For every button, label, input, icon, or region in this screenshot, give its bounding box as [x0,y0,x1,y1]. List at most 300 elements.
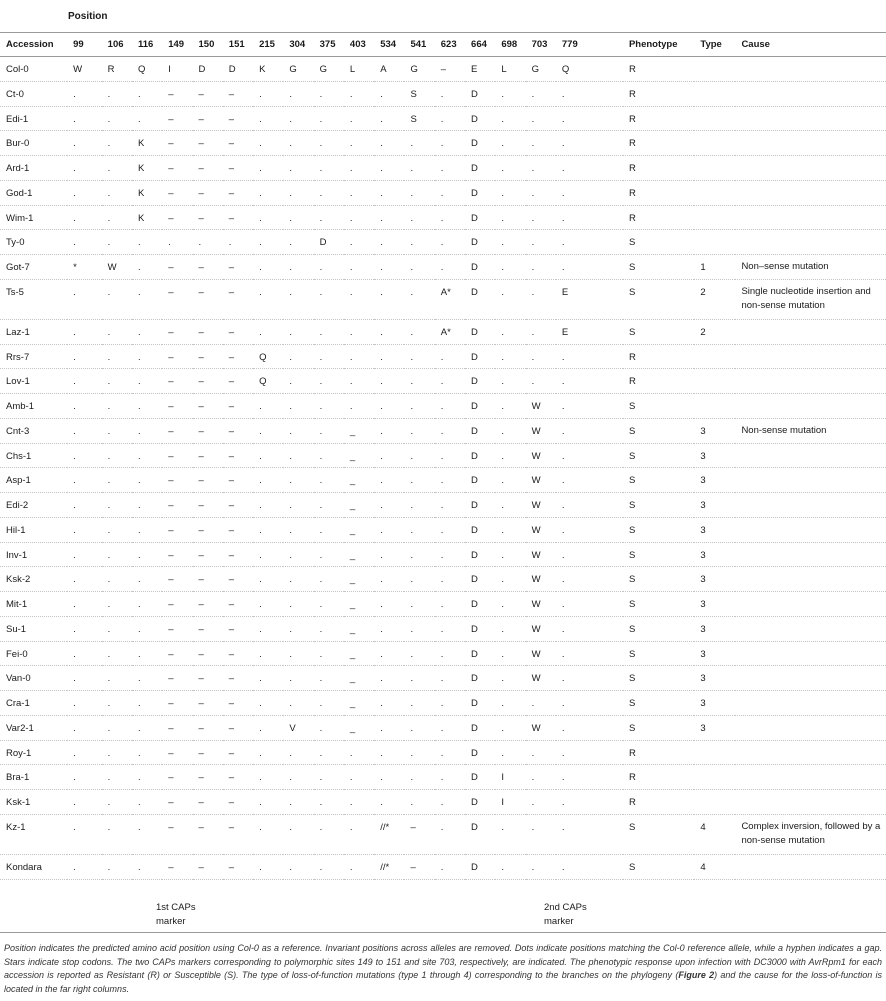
table-cell: D [465,468,495,493]
table-cell: D [465,344,495,369]
table-cell: . [67,814,102,854]
table-cell: K [132,156,162,181]
table-cell: . [374,542,404,567]
table-cell: – [162,81,192,106]
table-cell: R [623,180,694,205]
table-cell: . [344,319,374,344]
table-cell: R [623,344,694,369]
table-cell: K [132,131,162,156]
table-cell: R [623,790,694,815]
table-cell: . [314,81,344,106]
accession-cell: Kondara [0,854,67,879]
cause-cell [735,180,886,205]
table-cell: . [132,740,162,765]
table-cell: S [623,616,694,641]
table-cell: . [526,279,556,319]
table-cell: – [223,715,253,740]
table-cell: . [253,616,283,641]
table-cell: . [374,666,404,691]
table-cell: – [223,740,253,765]
table-cell: . [556,592,623,617]
table-cell: . [132,567,162,592]
table-row [0,443,886,468]
table-cell: . [344,131,374,156]
table-cell: – [193,156,223,181]
table-cell: . [526,156,556,181]
table-cell: . [495,814,525,854]
table-cell: . [283,81,313,106]
table-cell: . [435,592,465,617]
table-cell: . [344,156,374,181]
table-cell: . [495,156,525,181]
column-header: 698 [495,33,525,57]
table-cell: – [193,369,223,394]
table-cell: . [526,369,556,394]
cause-cell [735,344,886,369]
table-row [0,641,886,666]
table-cell: . [495,592,525,617]
table-cell [694,205,735,230]
table-cell: G [404,57,434,82]
table-cell: . [314,443,344,468]
table-cell: S [623,443,694,468]
table-cell: . [283,740,313,765]
table-cell: . [495,567,525,592]
table-cell: – [162,592,192,617]
cause-cell [735,854,886,879]
table-cell: . [102,369,132,394]
table-cell: D [465,542,495,567]
table-cell: . [314,418,344,443]
column-header: 703 [526,33,556,57]
table-cell: – [193,814,223,854]
table-cell: – [162,790,192,815]
table-cell: . [132,814,162,854]
table-cell: . [132,493,162,518]
cause-cell [735,131,886,156]
table-cell: . [435,255,465,280]
table-cell: . [314,814,344,854]
table-cell: . [283,493,313,518]
table-cell: . [374,106,404,131]
column-header: 99 [67,33,102,57]
table-cell: . [253,230,283,255]
table-cell: . [404,493,434,518]
table-cell: R [623,131,694,156]
table-cell: . [102,814,132,854]
cause-cell [735,666,886,691]
table-cell: R [102,57,132,82]
table-cell: . [404,131,434,156]
table-cell: . [283,344,313,369]
table-cell: – [193,641,223,666]
table-row [0,592,886,617]
accession-cell: Ts-5 [0,279,67,319]
table-cell: Q [132,57,162,82]
table-cell: – [193,106,223,131]
table-cell: . [404,205,434,230]
table-cell: . [374,567,404,592]
table-cell: D [465,180,495,205]
table-cell: – [162,715,192,740]
table-cell [694,394,735,419]
table-cell: . [344,279,374,319]
table-cell: . [314,369,344,394]
table-cell: 3 [694,666,735,691]
table-cell: . [526,230,556,255]
table-cell: . [374,517,404,542]
table-row [0,180,886,205]
cause-cell [735,542,886,567]
table-cell: . [283,592,313,617]
table-cell: D [314,230,344,255]
column-header: 106 [102,33,132,57]
table-cell: . [435,517,465,542]
table-cell: S [404,106,434,131]
accession-cell: Asp-1 [0,468,67,493]
table-cell: . [283,854,313,879]
column-header: Phenotype [623,33,694,57]
table-cell: . [132,279,162,319]
caption-text-2: ) and the cause for the loss-of-function is located in the far right columns. [4,970,883,994]
table-cell: 1 [694,255,735,280]
table-cell: – [162,740,192,765]
table-cell: W [526,493,556,518]
table-cell: – [193,279,223,319]
table-cell: . [102,592,132,617]
table-cell: . [314,616,344,641]
table-cell: – [193,517,223,542]
table-cell: . [374,369,404,394]
cause-cell [735,592,886,617]
table-cell: – [193,344,223,369]
table-cell: . [526,319,556,344]
table-cell: A* [435,319,465,344]
table-row [0,81,886,106]
table-cell: – [223,205,253,230]
table-cell: – [223,493,253,518]
table-cell: _ [344,641,374,666]
table-cell: – [193,81,223,106]
table-cell: . [374,616,404,641]
table-cell: . [374,418,404,443]
table-row [0,542,886,567]
table-cell: R [623,740,694,765]
table-cell: . [283,230,313,255]
column-header: 403 [344,33,374,57]
column-header: 541 [404,33,434,57]
table-cell: . [344,854,374,879]
table-cell: . [253,715,283,740]
table-cell: . [67,542,102,567]
table-cell: . [526,691,556,716]
table-cell: S [623,517,694,542]
table-cell: D [465,790,495,815]
table-cell: . [162,230,192,255]
table-cell: D [465,443,495,468]
table-cell: _ [344,468,374,493]
table-cell: – [193,205,223,230]
table-cell: . [132,81,162,106]
table-cell: – [193,319,223,344]
table-cell: . [526,740,556,765]
table-cell: . [526,106,556,131]
table-cell: R [623,106,694,131]
table-cell: – [162,369,192,394]
table-cell: . [283,517,313,542]
table-cell: . [283,394,313,419]
table-cell: . [435,205,465,230]
table-cell: . [253,740,283,765]
table-cell: . [556,493,623,518]
table-cell: . [344,81,374,106]
table-cell: . [526,814,556,854]
table-cell: . [404,180,434,205]
table-cell: . [495,180,525,205]
accession-cell: Cra-1 [0,691,67,716]
table-cell: . [314,205,344,230]
table-cell: . [374,205,404,230]
table-cell: – [223,468,253,493]
cause-cell [735,641,886,666]
table-cell: . [495,369,525,394]
table-cell: – [193,666,223,691]
table-cell: . [67,592,102,617]
column-header: Type [694,33,735,57]
table-cell: . [132,394,162,419]
table-cell: – [193,790,223,815]
table-cell [694,106,735,131]
table-cell: S [404,81,434,106]
table-cell: S [623,468,694,493]
table-cell: . [314,468,344,493]
table-cell: – [223,180,253,205]
accession-cell: Ard-1 [0,156,67,181]
table-cell: . [404,790,434,815]
table-cell: . [314,493,344,518]
table-cell: W [526,666,556,691]
table-row [0,493,886,518]
table-cell: . [344,814,374,854]
table-cell: . [132,616,162,641]
table-cell: . [404,156,434,181]
table-cell: 3 [694,567,735,592]
column-header: 779 [556,33,623,57]
accession-cell: Ksk-2 [0,567,67,592]
table-cell: S [623,279,694,319]
table-cell: . [495,131,525,156]
table-cell: . [102,156,132,181]
table-cell: . [556,542,623,567]
table-cell: E [556,319,623,344]
table-cell: . [556,106,623,131]
accession-cell: Fei-0 [0,641,67,666]
cause-cell [735,205,886,230]
table-cell: . [435,715,465,740]
table-cell: . [404,715,434,740]
table-cell: – [162,418,192,443]
table-cell: D [465,765,495,790]
table-cell: . [314,255,344,280]
table-cell: – [223,592,253,617]
table-cell: – [162,814,192,854]
table-cell: . [526,131,556,156]
table-cell: 3 [694,691,735,716]
table-cell: W [102,255,132,280]
accession-cell: Got-7 [0,255,67,280]
table-row [0,691,886,716]
table-cell [694,180,735,205]
table-cell: . [253,517,283,542]
table-cell: . [344,790,374,815]
table-cell: . [67,854,102,879]
table-row [0,279,886,319]
table-cell: Q [253,344,283,369]
table-cell: – [223,319,253,344]
table-cell: . [435,394,465,419]
table-cell: – [223,255,253,280]
table-row [0,740,886,765]
table-cell: . [435,369,465,394]
table-cell: . [283,180,313,205]
cause-cell [735,319,886,344]
table-cell: – [223,641,253,666]
table-cell: . [314,542,344,567]
table-cell: . [374,81,404,106]
table-cell: . [132,369,162,394]
table-cell: . [556,81,623,106]
table-cell [694,369,735,394]
table-cell: – [223,666,253,691]
table-cell: . [556,468,623,493]
accession-cell: Amb-1 [0,394,67,419]
table-cell: – [162,468,192,493]
table-cell: W [526,641,556,666]
table-row [0,319,886,344]
table-cell: . [253,691,283,716]
table-cell: . [253,156,283,181]
footer-rule [0,932,886,933]
table-cell: . [283,418,313,443]
table-cell: – [162,344,192,369]
table-cell: – [193,418,223,443]
accession-cell: Kz-1 [0,814,67,854]
table-cell: * [67,255,102,280]
table-cell: – [404,854,434,879]
cause-cell [735,493,886,518]
table-cell: . [102,517,132,542]
table-cell: . [102,319,132,344]
cause-cell [735,765,886,790]
table-cell: I [162,57,192,82]
table-cell: S [623,567,694,592]
table-cell: . [283,567,313,592]
caption-text-1: Position indicates the predicted amino acid position using Col-0 as a reference. Invariant positions across alleles are removed. Dots indicate positions matching the Col-0 reference allele, while a hyphen indicates a gap. Stars indicate stop codons. The two CAPs markers corresponding to polymorphic sites 149 to 151 and site 703, respectively, are indicated. The phenotypic response upon infection with DC3000 with AvrRpm1 for each accession is reported as Resistant (R) or Susceptible (S). The type of loss-of-function mutations (type 1 through 4) corresponding to the branches on the phylogeny ( [4,943,882,980]
table-cell: . [526,180,556,205]
table-cell: E [465,57,495,82]
table-cell: W [526,394,556,419]
table-cell: . [404,542,434,567]
table-cell [694,131,735,156]
table-cell: . [556,691,623,716]
table-cell: – [223,131,253,156]
table-cell: . [314,517,344,542]
table-cell: . [556,715,623,740]
position-header: Position [68,11,108,22]
cause-cell: Non-sense mutation [735,418,886,443]
accession-cell: Roy-1 [0,740,67,765]
table-cell: R [623,205,694,230]
table-cell: . [132,666,162,691]
table-row [0,394,886,419]
first-caps-marker: 1st CAPs marker [156,902,196,927]
figure-reference: Figure 2 [678,970,715,980]
table-cell: D [465,369,495,394]
table-cell: . [67,156,102,181]
table-cell: – [162,106,192,131]
table-cell: – [162,131,192,156]
cause-cell [735,740,886,765]
table-cell: . [495,691,525,716]
table-cell: //* [374,854,404,879]
table-cell: . [253,790,283,815]
table-cell: . [435,230,465,255]
table-cell: D [465,230,495,255]
table-cell: . [556,230,623,255]
table-cell: D [465,691,495,716]
cause-cell: Complex inversion, followed by a non-sense mutation [735,814,886,854]
table-cell: – [193,616,223,641]
column-header: 215 [253,33,283,57]
table-cell: . [556,180,623,205]
table-cell: – [193,180,223,205]
table-body [0,57,886,880]
accession-cell: Edi-1 [0,106,67,131]
table-cell: . [556,255,623,280]
table-cell: . [344,740,374,765]
accession-cell: Col-0 [0,57,67,82]
table-cell: . [435,443,465,468]
cause-cell [735,616,886,641]
column-header: 664 [465,33,495,57]
table-cell: G [314,57,344,82]
table-cell: – [223,542,253,567]
table-cell: 3 [694,542,735,567]
table-cell: – [223,369,253,394]
table-cell: 3 [694,616,735,641]
table-cell: . [404,319,434,344]
table-cell: D [465,641,495,666]
table-cell: . [404,517,434,542]
table-cell: . [102,666,132,691]
table-cell: W [526,567,556,592]
table-cell: . [132,517,162,542]
table-cell: . [404,255,434,280]
table-cell: . [132,592,162,617]
table-cell: . [132,344,162,369]
table-cell: – [162,765,192,790]
table-cell: S [623,255,694,280]
table-cell: . [344,180,374,205]
table-cell: S [623,592,694,617]
table-cell: D [465,616,495,641]
table-cell: . [283,765,313,790]
table-cell: . [132,641,162,666]
table-cell [694,230,735,255]
table-cell: D [465,205,495,230]
table-cell: . [435,106,465,131]
accession-cell: Su-1 [0,616,67,641]
